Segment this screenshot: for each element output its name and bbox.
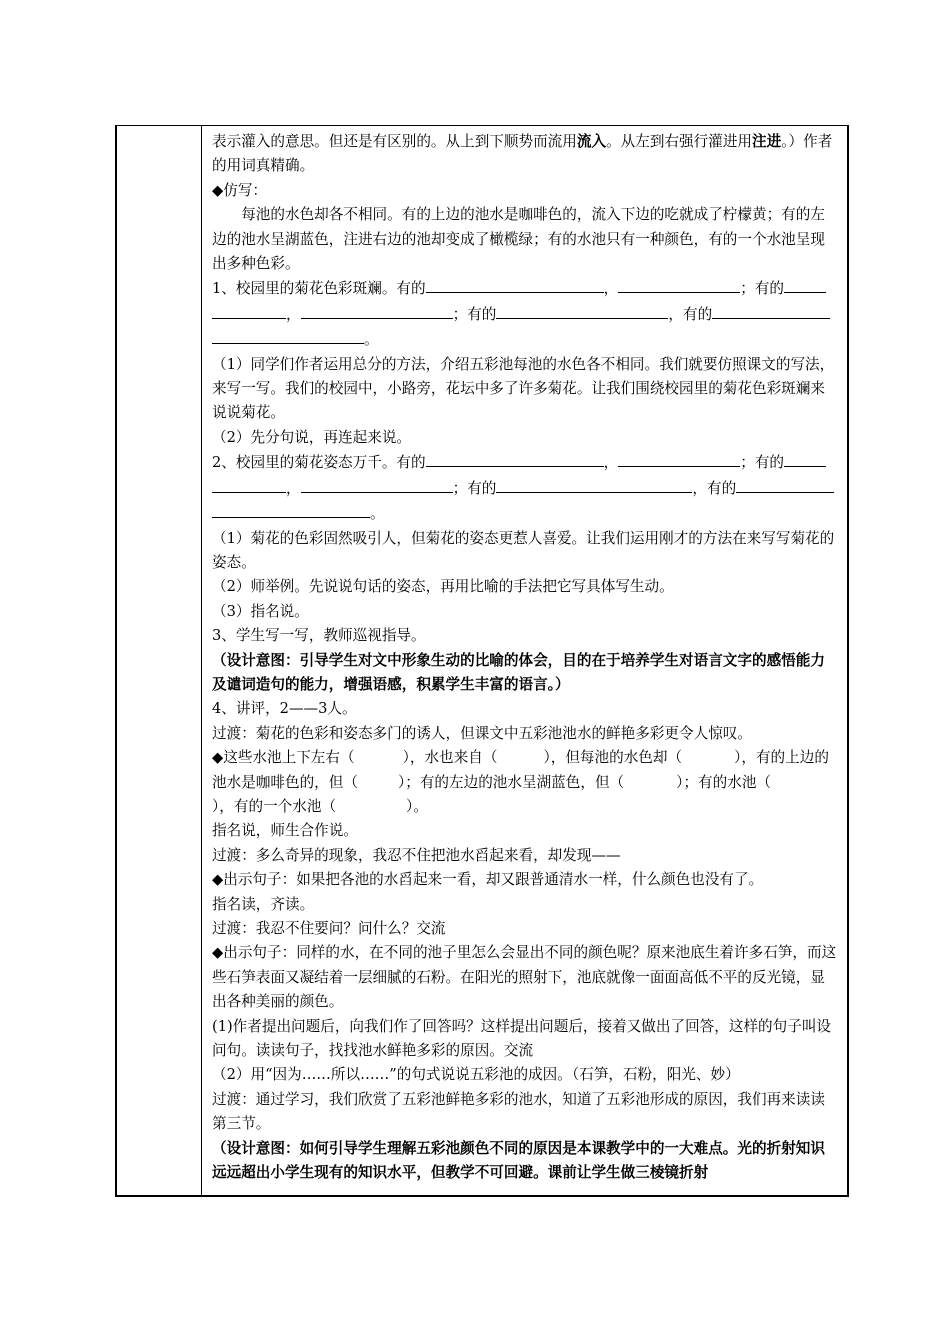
paragraph: （1）同学们作者运用总分的方法，介绍五彩池每池的水色各不相同。我们就要仿照课文的写法，来写一写。我们的校园中，小路旁，花坛中多了许多菊花。让我们围绕校园里的菊花色彩斑斓来说说菊花。 [212,355,835,422]
bold-term: 进 [766,133,782,150]
text: ）；有的左边的池水呈湖蓝色，但（ [397,773,625,791]
design-intent: （设计意图：如何引导学生理解五彩池颜色不同的原因是本课教学中的一大难点。光的折射知识远远超出小学生现有的知识水平，但教学不可回避。课前让学生做三棱镜折射 [212,1139,825,1182]
text: 有的 [683,305,713,323]
blank-line[interactable] [212,501,370,518]
paragraph: 3、学生写一写，教师巡视指导。 [212,627,426,645]
text: ， [668,305,684,323]
blank-line[interactable] [426,276,604,293]
design-intent: （设计意图：引导学生对文中形象生动的比喻的体会，目的在于培养学生对语言文字的感悟能力及谴词造句的能力，增强语感，积累学生丰富的语言。） [212,651,825,693]
text: ；有的 [740,280,785,298]
paragraph: （3）指名说。 [212,602,309,620]
text: ；有的 [452,479,497,497]
text: 表示灌入的意思。但还是有区别的。从上到下顺势而流用 [212,133,577,150]
text: ， [286,479,301,497]
paragraph: （2）用“因为……所以……”的句式说说五彩池的成因。（石笋，石粉，阳光、妙） [212,1066,740,1084]
bold-term: 注 [752,133,767,150]
paragraph: 指名读，齐读。 [212,895,315,913]
blank-line[interactable] [784,276,826,293]
text: ， [286,305,301,323]
text: 。从左到右强行灌进用 [606,133,753,150]
text: ），有的一个水池（ [212,797,337,815]
blank-line[interactable] [618,276,740,293]
paragraph: 过渡：我忍不住要问？问什么？交流 [212,920,446,937]
text: ）；有的水池（ [676,773,772,791]
text: 。）作者的用词真精确。 [212,133,833,175]
text: 。 [364,331,379,349]
text: ），有的上边的池水是咖啡色的，但（ [212,749,829,791]
text: ），水也来自（ [402,749,498,767]
paragraph: 过渡：多么奇异的现象，我忍不住把池水舀起来看，却发现—— [212,846,621,864]
blank-line[interactable] [212,476,286,493]
text: 1、校园里的菊花色彩斑斓。有的 [212,280,426,298]
bold-term: 流入 [576,133,607,150]
paragraph: ◆出示句子：同样的水，在不同的池子里怎么会显出不同的颜色呢？原来池底生着许多石笋，而这些石笋表面又凝结着一层细腻的石粉。在阳光的照射下，池底就像一面面高低不平的反光镜，显出各种美丽的颜色。 [212,944,837,1011]
text: ），但每池的水色却（ [543,749,683,767]
text: ， [603,280,619,298]
exercise-2 [212,450,839,526]
blank-line[interactable] [301,476,453,493]
exercise-1 [212,276,839,352]
blank-line[interactable] [496,302,668,319]
paragraph: ◆出示句子：如果把各池的水舀起来一看，却又跟普通清水一样，什么颜色也没有了。 [212,871,764,889]
text: ；有的 [740,454,785,472]
paragraph: （2）先分句说，再连起来说。 [212,428,412,446]
blank-line[interactable] [496,476,692,493]
section-heading: ◆仿写： [212,181,268,199]
text: 2、校园里的菊花姿态万千。有的 [212,454,426,472]
paragraph: 过渡：通过学习，我们欣赏了五彩池鲜艳多彩的池水，知道了五彩池形成的原因，我们再来读读第三节。 [212,1090,825,1133]
paragraph: 指名说，师生合作说。 [212,822,358,840]
paragraph: （1）菊花的色彩固然吸引人，但菊花的姿态更惹人喜爱。让我们运用刚才的方法在来写写菊花的姿态。 [212,529,835,571]
paragraph: (1)作者提出问题后，向我们作了回答吗？这样提出问题后，接着又做出了回答，这样的句子叫设问句。读读句子，找找池水鲜艳多彩的原因。交流 [212,1017,832,1060]
text: ， [692,479,708,497]
blank-line[interactable] [212,327,364,344]
blank-line[interactable] [618,450,740,467]
blank-line[interactable] [426,450,604,467]
blank-line[interactable] [736,476,834,493]
table-left-column [117,126,202,1195]
text: ◆这些水池上下左右（ [212,749,355,767]
table-content-cell [202,126,847,1195]
text: ；有的 [452,305,497,323]
blank-line[interactable] [712,302,830,319]
text: ）。 [406,797,428,815]
blank-line[interactable] [212,302,286,319]
text: 。 [370,505,385,523]
fill-in-exercise [212,746,839,819]
paragraph: 4、讲评，2——3人。 [212,700,357,718]
text: ， [603,454,619,472]
paragraph: （2）师举例。先说说句话的姿态，再用比喻的手法把它写具体写生动。 [212,578,674,596]
paragraph: 过渡：菊花的色彩和姿态多门的诱人，但课文中五彩池池水的鲜艳多彩更令人惊叹。 [212,724,752,742]
lesson-plan-table [115,125,849,1197]
blank-line[interactable] [784,450,826,467]
paragraph-quote: 每池的水色却各不相同。有的上边的池水是咖啡色的，流入下边的吃就成了柠檬黄；有的左边的池水呈湖蓝色，注进右边的池却变成了橄榄绿；有的水池只有一种颜色，有的一个水池呈现出多种色彩。 [212,206,825,273]
paragraph-intro [212,130,839,179]
text: 有的 [707,479,737,497]
blank-line[interactable] [301,302,453,319]
